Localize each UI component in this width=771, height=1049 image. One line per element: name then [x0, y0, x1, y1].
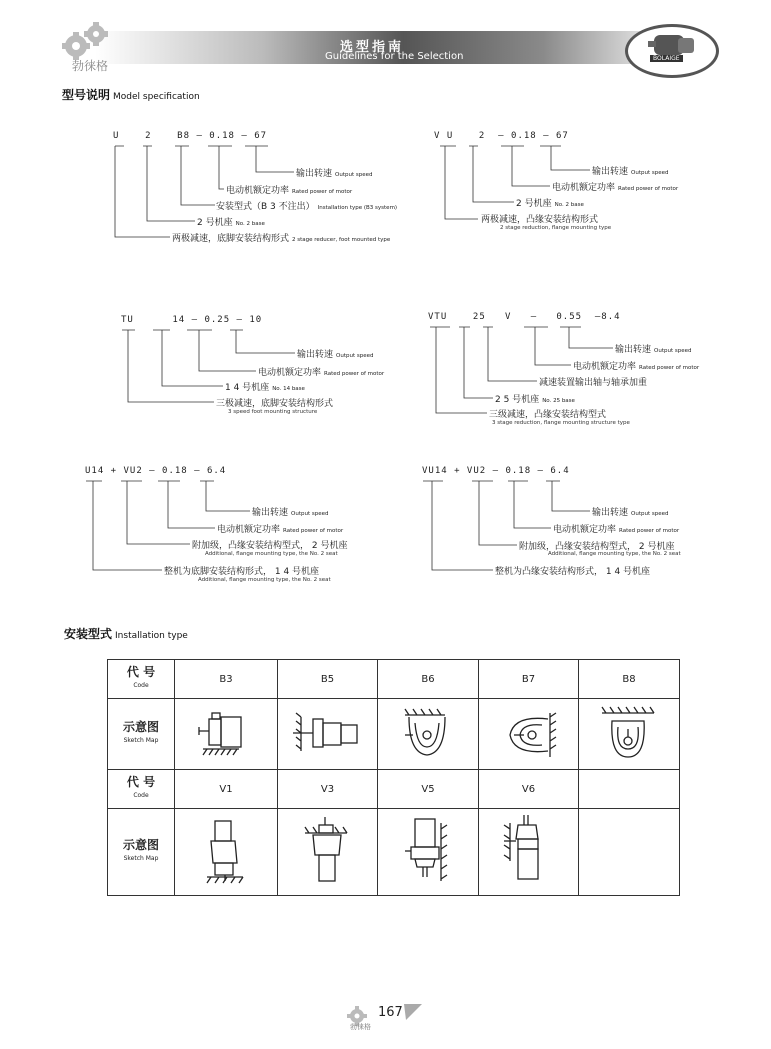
code-cell [579, 770, 680, 809]
block1-item-3: 安装型式（B 3 不注出） Installation type (B3 system) [216, 202, 398, 212]
block5-sub-1: Additional, flange mounting type, the No. 2 seat [205, 551, 338, 557]
sketch-empty [579, 809, 680, 896]
code-cell: V1 [175, 770, 278, 809]
footer-brand: 勃徕格 [350, 1023, 371, 1031]
b5-sketch-icon [283, 701, 373, 765]
sketch-b8 [579, 699, 680, 770]
code-header: 代 号 Code [108, 770, 175, 809]
footer-triangle-icon [404, 1004, 422, 1020]
block3-item-2: 电动机额定功率 Rated power of motor [258, 368, 385, 378]
block6-item-3: 附加级，凸缘安装结构型式， 2 号机座 [519, 542, 675, 552]
install-type-title: 安装型式 Installation type [64, 627, 188, 641]
block2-item-2: 电动机额定功率 Rated power of motor [552, 183, 679, 193]
block5-item-1: 输出转速 Output speed [252, 508, 329, 518]
sketch-header: 示意图 Sketch Map [108, 809, 175, 896]
v5-sketch-icon [383, 811, 473, 891]
installation-table [107, 659, 680, 896]
b8-sketch-icon [584, 701, 674, 765]
block3-item-4: 三极减速，底脚安装结构形式 [216, 399, 334, 409]
block4-item-2: 电动机额定功率 Rated power of motor [573, 362, 700, 372]
block2-item-4: 两极减速，凸缘安装结构形式 [481, 215, 599, 225]
block4-item-3: 减速装置输出轴与轴承加重 [539, 378, 648, 388]
block1-item-1: 输出转速 Output speed [296, 169, 373, 179]
block4-sub: 3 stage reduction, flange mounting structure type [492, 420, 630, 426]
b3-sketch-icon [181, 701, 271, 765]
block4-item-5: 三级减速，凸缘安装结构型式 [489, 410, 607, 420]
block2-sub: 2 stage reduction, flange mounting type [500, 225, 612, 231]
model-code-1: U 2 B8 — 0.18 — 67 [113, 131, 268, 141]
code-cell: B8 [579, 660, 680, 699]
brand-name: 勃徕格 [72, 59, 109, 73]
code-cell: B6 [378, 660, 479, 699]
code-cell: B5 [278, 660, 378, 699]
brand-label: BOLAIGE [650, 55, 683, 62]
block3-sub: 3 speed foot mounting structure [228, 409, 318, 415]
block6-sub-1: Additional, flange mounting type, the No. 2 seat [548, 551, 681, 557]
header-subtitle: Guidelines for the Selection [325, 51, 464, 62]
block1-item-4: 2 号机座 No. 2 base [197, 218, 265, 228]
sketch-v5 [378, 809, 479, 896]
code-cell: B3 [175, 660, 278, 699]
b7-sketch-icon [484, 701, 574, 765]
b6-sketch-icon [383, 701, 473, 765]
model-code-4: VTU 25 V — 0.55 —8.4 [428, 312, 621, 322]
block1-item-5: 两极减速，底脚安装结构形式 2 stage reducer, foot mounted type [172, 234, 391, 244]
block6-item-2: 电动机额定功率 Rated power of motor [553, 525, 680, 535]
code-cell: V3 [278, 770, 378, 809]
model-code-3: TU 14 — 0.25 — 10 [121, 315, 263, 325]
code-header: 代 号 Code [108, 660, 175, 699]
v6-sketch-icon [484, 811, 574, 891]
model-code-2: V U 2 — 0.18 — 67 [434, 131, 569, 141]
header-title: 选型指南 [340, 40, 405, 55]
sketch-header: 示意图 Sketch Map [108, 699, 175, 770]
table-row [108, 699, 680, 770]
table-row [108, 770, 680, 809]
block5-item-3: 附加级，凸缘安装结构型式， 2 号机座 [192, 541, 348, 551]
block2-item-1: 输出转速 Output speed [592, 167, 669, 177]
sketch-v3 [278, 809, 378, 896]
block5-sub-2: Additional, flange mounting type, the No. 2 seat [198, 577, 331, 583]
code-cell: V6 [479, 770, 579, 809]
code-cell: B7 [479, 660, 579, 699]
block5-item-2: 电动机额定功率 Rated power of motor [217, 525, 344, 535]
page-number: 167 [378, 1005, 403, 1020]
table-row [108, 809, 680, 896]
model-spec-title: 型号说明 Model specification [62, 88, 200, 102]
block3-item-1: 输出转速 Output speed [297, 350, 374, 360]
block6-item-4: 整机为凸缘安装结构形式， 1 4 号机座 [495, 567, 651, 577]
block1-item-2: 电动机额定功率 Rated power of motor [226, 186, 353, 196]
sketch-v1 [175, 809, 278, 896]
sketch-b7 [479, 699, 579, 770]
sketch-b3 [175, 699, 278, 770]
v3-sketch-icon [283, 811, 373, 891]
block5-item-4: 整机为底脚安装结构形式， 1 4 号机座 [164, 567, 320, 577]
sketch-v6 [479, 809, 579, 896]
table-row [108, 660, 680, 699]
model-code-5: U14 + VU2 — 0.18 — 6.4 [85, 466, 227, 476]
sketch-b5 [278, 699, 378, 770]
block6-item-1: 输出转速 Output speed [592, 508, 669, 518]
code-cell: V5 [378, 770, 479, 809]
sketch-b6 [378, 699, 479, 770]
block4-item-1: 输出转速 Output speed [615, 345, 692, 355]
block4-item-4: 2 5 号机座 No. 25 base [495, 395, 575, 405]
block3-item-3: 1 4 号机座 No. 14 base [225, 383, 305, 393]
model-code-6: VU14 + VU2 — 0.18 — 6.4 [422, 466, 570, 476]
v1-sketch-icon [181, 811, 271, 891]
block2-item-3: 2 号机座 No. 2 base [516, 199, 584, 209]
